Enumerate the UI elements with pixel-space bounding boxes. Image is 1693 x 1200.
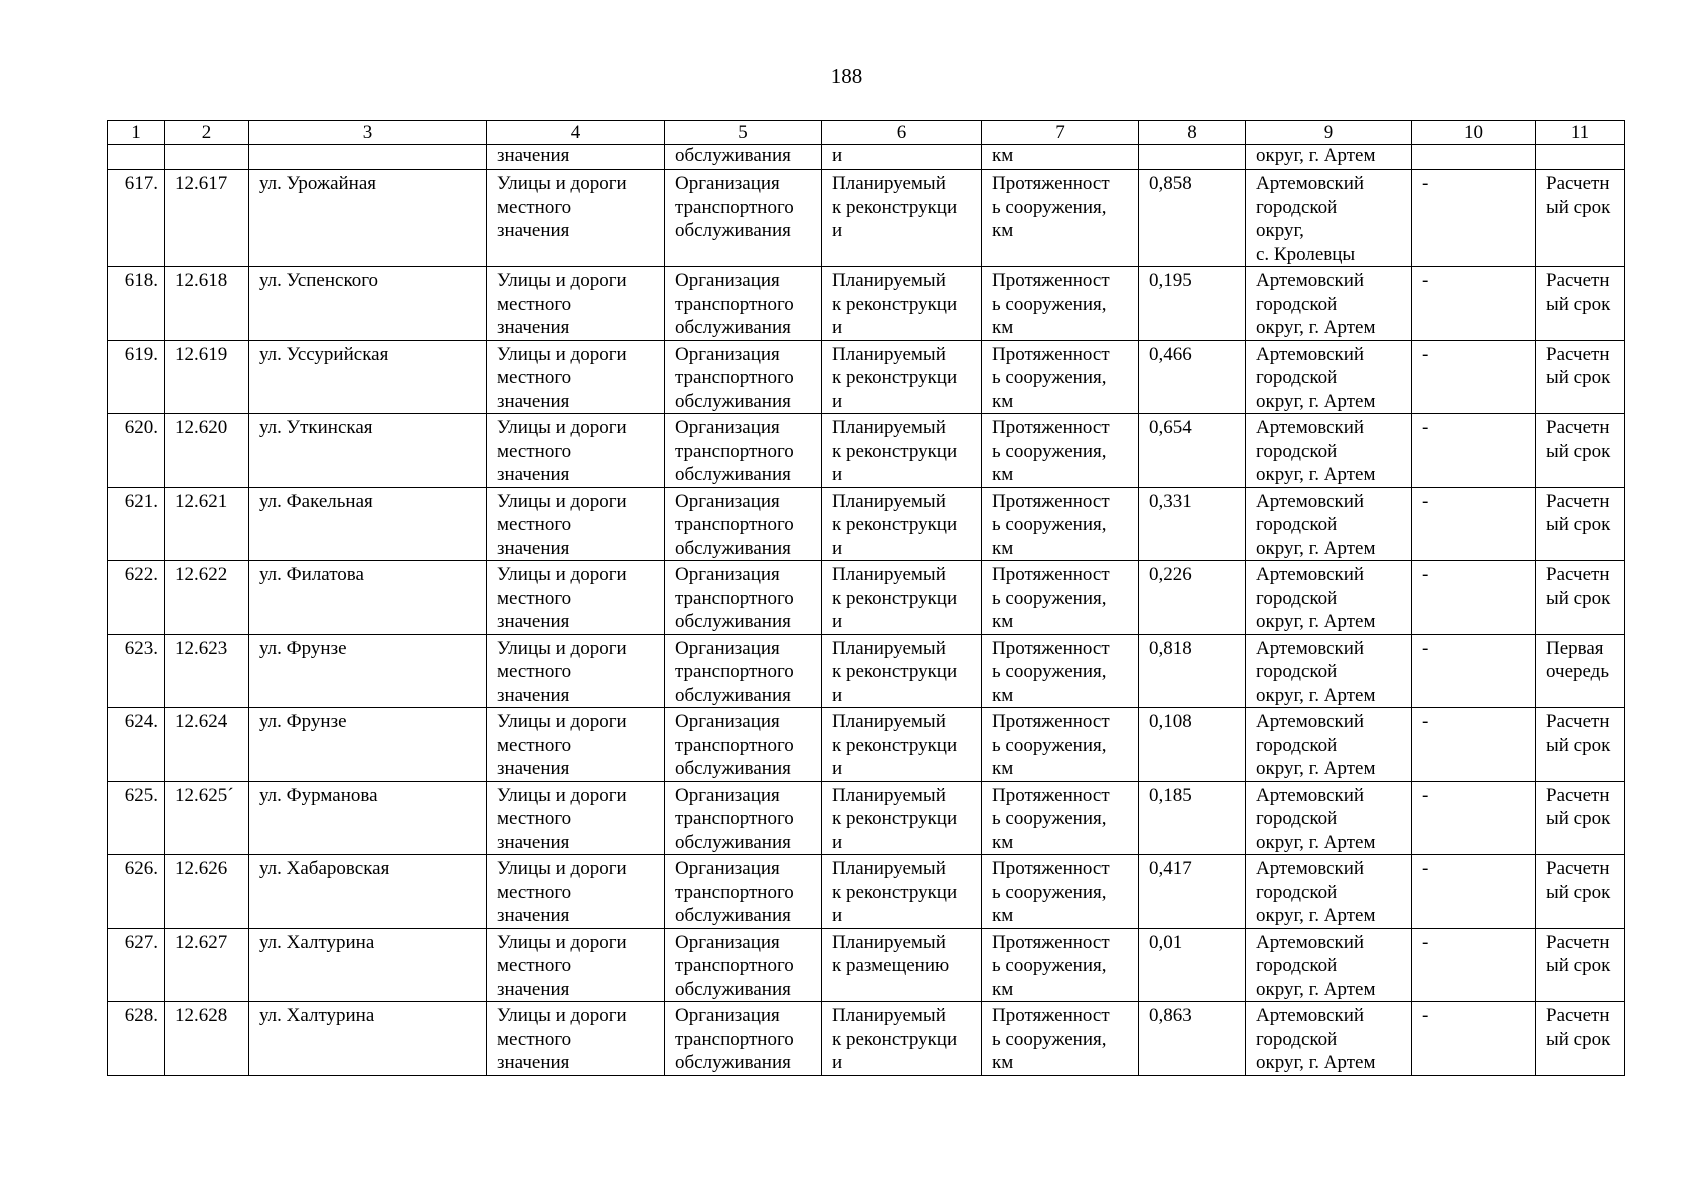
table-cell: Протяженност ь сооружения, км: [982, 170, 1139, 267]
table-cell: 0,226: [1139, 561, 1246, 635]
table-cell: -: [1412, 267, 1536, 341]
table-cell: 12.620: [165, 414, 249, 488]
table-cell: -: [1412, 170, 1536, 267]
table-cell: Расчетн ый срок: [1536, 708, 1625, 782]
table-cell: Планируемый к реконструкци и: [822, 561, 982, 635]
table-cell: ул. Халтурина: [249, 1002, 487, 1076]
table-cell: [1536, 145, 1625, 170]
table-row: [108, 1002, 1625, 1076]
table-cell: 0,108: [1139, 708, 1246, 782]
table-cell: Улицы и дороги местного значения: [487, 170, 665, 267]
table-row: [108, 267, 1625, 341]
table-body: [108, 121, 1625, 1076]
table-cell: -: [1412, 634, 1536, 708]
table-cell: ул. Успенского: [249, 267, 487, 341]
column-header: 2: [165, 121, 249, 145]
table-cell: -: [1412, 340, 1536, 414]
table-row: [108, 487, 1625, 561]
table-cell: 623.: [108, 634, 165, 708]
column-header: 4: [487, 121, 665, 145]
table-cell: -: [1412, 414, 1536, 488]
table-cell: -: [1412, 928, 1536, 1002]
table-cell: 12.619: [165, 340, 249, 414]
table-cell: Артемовский городской округ, с. Кролевцы: [1246, 170, 1412, 267]
table-cell: Артемовский городской округ, г. Артем: [1246, 634, 1412, 708]
table-cell: Планируемый к реконструкци и: [822, 781, 982, 855]
table-cell: 0,858: [1139, 170, 1246, 267]
table-cell: Расчетн ый срок: [1536, 1002, 1625, 1076]
table-cell: ул. Фрунзе: [249, 634, 487, 708]
table-cell: Организация транспортного обслуживания: [665, 267, 822, 341]
table-cell: Артемовский городской округ, г. Артем: [1246, 340, 1412, 414]
table-cell: значения: [487, 145, 665, 170]
table-cell: Артемовский городской округ, г. Артем: [1246, 414, 1412, 488]
table-cell: Первая очередь: [1536, 634, 1625, 708]
table-cell: 12.627: [165, 928, 249, 1002]
table-cell: Протяженност ь сооружения, км: [982, 487, 1139, 561]
column-header: 1: [108, 121, 165, 145]
column-header: 7: [982, 121, 1139, 145]
table-cell: Организация транспортного обслуживания: [665, 340, 822, 414]
table-cell: 12.623: [165, 634, 249, 708]
column-header: 9: [1246, 121, 1412, 145]
table-cell: -: [1412, 855, 1536, 929]
table-cell: [1139, 145, 1246, 170]
table-cell: -: [1412, 1002, 1536, 1076]
table-cell: 0,195: [1139, 267, 1246, 341]
table-cell: 12.618: [165, 267, 249, 341]
table-cell: 627.: [108, 928, 165, 1002]
table-cell: Протяженност ь сооружения, км: [982, 708, 1139, 782]
table-cell: 626.: [108, 855, 165, 929]
table-cell: Расчетн ый срок: [1536, 267, 1625, 341]
table-cell: 621.: [108, 487, 165, 561]
table-cell: Улицы и дороги местного значения: [487, 340, 665, 414]
table-cell: 622.: [108, 561, 165, 635]
table-cell: Улицы и дороги местного значения: [487, 414, 665, 488]
table-cell: 625.: [108, 781, 165, 855]
table-cell: 12.621: [165, 487, 249, 561]
column-header: 5: [665, 121, 822, 145]
table-row: [108, 170, 1625, 267]
table-row: [108, 781, 1625, 855]
table-cell: Артемовский городской округ, г. Артем: [1246, 561, 1412, 635]
table-cell: [249, 145, 487, 170]
table-cell: Протяженност ь сооружения, км: [982, 414, 1139, 488]
table-row: [108, 340, 1625, 414]
table-cell: ул. Халтурина: [249, 928, 487, 1002]
table-cell: Артемовский городской округ, г. Артем: [1246, 1002, 1412, 1076]
table-cell: Протяженност ь сооружения, км: [982, 781, 1139, 855]
table-cell: 12.622: [165, 561, 249, 635]
table-cell: обслуживания: [665, 145, 822, 170]
table-row: [108, 561, 1625, 635]
table-cell: Планируемый к реконструкци и: [822, 414, 982, 488]
table-cell: ул. Урожайная: [249, 170, 487, 267]
table-cell: Артемовский городской округ, г. Артем: [1246, 781, 1412, 855]
table-cell: и: [822, 145, 982, 170]
table-cell: Улицы и дороги местного значения: [487, 634, 665, 708]
table-cell: Организация транспортного обслуживания: [665, 487, 822, 561]
table-cell: ул. Факельная: [249, 487, 487, 561]
table-cell: 628.: [108, 1002, 165, 1076]
table-cell: 0,331: [1139, 487, 1246, 561]
table-cell: ул. Уткинская: [249, 414, 487, 488]
table-cell: Планируемый к реконструкци и: [822, 340, 982, 414]
table-cell: [108, 145, 165, 170]
table-cell: Протяженност ь сооружения, км: [982, 1002, 1139, 1076]
table-cell: Организация транспортного обслуживания: [665, 561, 822, 635]
table-cell: -: [1412, 561, 1536, 635]
table-cell: Улицы и дороги местного значения: [487, 561, 665, 635]
table-cell: Артемовский городской округ, г. Артем: [1246, 708, 1412, 782]
column-header: 11: [1536, 121, 1625, 145]
table-cell: Протяженност ь сооружения, км: [982, 340, 1139, 414]
table-cell: Расчетн ый срок: [1536, 561, 1625, 635]
objects-table: [107, 120, 1625, 1076]
table-cell: Организация транспортного обслуживания: [665, 708, 822, 782]
table-cell: Планируемый к реконструкци и: [822, 170, 982, 267]
table-cell: Артемовский городской округ, г. Артем: [1246, 487, 1412, 561]
table-cell: Улицы и дороги местного значения: [487, 1002, 665, 1076]
column-header: 10: [1412, 121, 1536, 145]
table-cell: 624.: [108, 708, 165, 782]
table-cell: Улицы и дороги местного значения: [487, 855, 665, 929]
table-cell: -: [1412, 487, 1536, 561]
table-cell: км: [982, 145, 1139, 170]
table-cell: Организация транспортного обслуживания: [665, 781, 822, 855]
table-cell: Улицы и дороги местного значения: [487, 487, 665, 561]
table-cell: ул. Филатова: [249, 561, 487, 635]
table-cell: 12.624: [165, 708, 249, 782]
table-cell: Протяженност ь сооружения, км: [982, 561, 1139, 635]
table-cell: Организация транспортного обслуживания: [665, 1002, 822, 1076]
table-cell: 0,417: [1139, 855, 1246, 929]
table-cell: Протяженност ь сооружения, км: [982, 267, 1139, 341]
table-cell: Улицы и дороги местного значения: [487, 928, 665, 1002]
table-cell: ул. Хабаровская: [249, 855, 487, 929]
table-row: [108, 414, 1625, 488]
table-cell: Расчетн ый срок: [1536, 855, 1625, 929]
table-cell: округ, г. Артем: [1246, 145, 1412, 170]
table-cell: Артемовский городской округ, г. Артем: [1246, 855, 1412, 929]
table-cell: ул. Уссурийская: [249, 340, 487, 414]
table-cell: 0,654: [1139, 414, 1246, 488]
column-header: 3: [249, 121, 487, 145]
table-cell: Планируемый к реконструкци и: [822, 1002, 982, 1076]
table-cell: Протяженност ь сооружения, км: [982, 855, 1139, 929]
table-cell: Организация транспортного обслуживания: [665, 928, 822, 1002]
table-cell: 0,01: [1139, 928, 1246, 1002]
table-cell: Планируемый к реконструкци и: [822, 267, 982, 341]
header-row: [108, 121, 1625, 145]
table-cell: 620.: [108, 414, 165, 488]
table-cell: 619.: [108, 340, 165, 414]
table-cell: Улицы и дороги местного значения: [487, 267, 665, 341]
table-cell: -: [1412, 781, 1536, 855]
table-cell: Организация транспортного обслуживания: [665, 634, 822, 708]
table-cell: Организация транспортного обслуживания: [665, 414, 822, 488]
table-cell: [1412, 145, 1536, 170]
table-cell: Расчетн ый срок: [1536, 340, 1625, 414]
table-cell: 0,863: [1139, 1002, 1246, 1076]
table-cell: Улицы и дороги местного значения: [487, 781, 665, 855]
table-cell: 0,818: [1139, 634, 1246, 708]
table-cell: 0,185: [1139, 781, 1246, 855]
table-cell: -: [1412, 708, 1536, 782]
table-cell: Артемовский городской округ, г. Артем: [1246, 267, 1412, 341]
table-cell: 12.617: [165, 170, 249, 267]
table-cell: [165, 145, 249, 170]
table-cell: Артемовский городской округ, г. Артем: [1246, 928, 1412, 1002]
table-cell: 0,466: [1139, 340, 1246, 414]
table-cell: Планируемый к размещению: [822, 928, 982, 1002]
table-cell: 12.625´: [165, 781, 249, 855]
page-number: 188: [830, 64, 863, 88]
table-cell: ул. Фурманова: [249, 781, 487, 855]
table-row: [108, 855, 1625, 929]
table-row: [108, 708, 1625, 782]
table-row: [108, 634, 1625, 708]
table-cell: Расчетн ый срок: [1536, 928, 1625, 1002]
table-cell: Планируемый к реконструкци и: [822, 487, 982, 561]
table-cell: Расчетн ый срок: [1536, 414, 1625, 488]
table-cell: Расчетн ый срок: [1536, 487, 1625, 561]
table-cell: 618.: [108, 267, 165, 341]
table-row: [108, 928, 1625, 1002]
table-cell: 12.628: [165, 1002, 249, 1076]
table-cell: 12.626: [165, 855, 249, 929]
table-cell: Улицы и дороги местного значения: [487, 708, 665, 782]
table-cell: Планируемый к реконструкци и: [822, 708, 982, 782]
column-header: 8: [1139, 121, 1246, 145]
table-cell: Расчетн ый срок: [1536, 781, 1625, 855]
table-cell: Протяженност ь сооружения, км: [982, 928, 1139, 1002]
continuation-row: [108, 145, 1625, 170]
column-header: 6: [822, 121, 982, 145]
table-cell: Организация транспортного обслуживания: [665, 170, 822, 267]
table-cell: Планируемый к реконструкци и: [822, 855, 982, 929]
table-cell: Протяженност ь сооружения, км: [982, 634, 1139, 708]
table-cell: 617.: [108, 170, 165, 267]
table-cell: Расчетн ый срок: [1536, 170, 1625, 267]
table-cell: Планируемый к реконструкци и: [822, 634, 982, 708]
table-cell: ул. Фрунзе: [249, 708, 487, 782]
table-cell: Организация транспортного обслуживания: [665, 855, 822, 929]
